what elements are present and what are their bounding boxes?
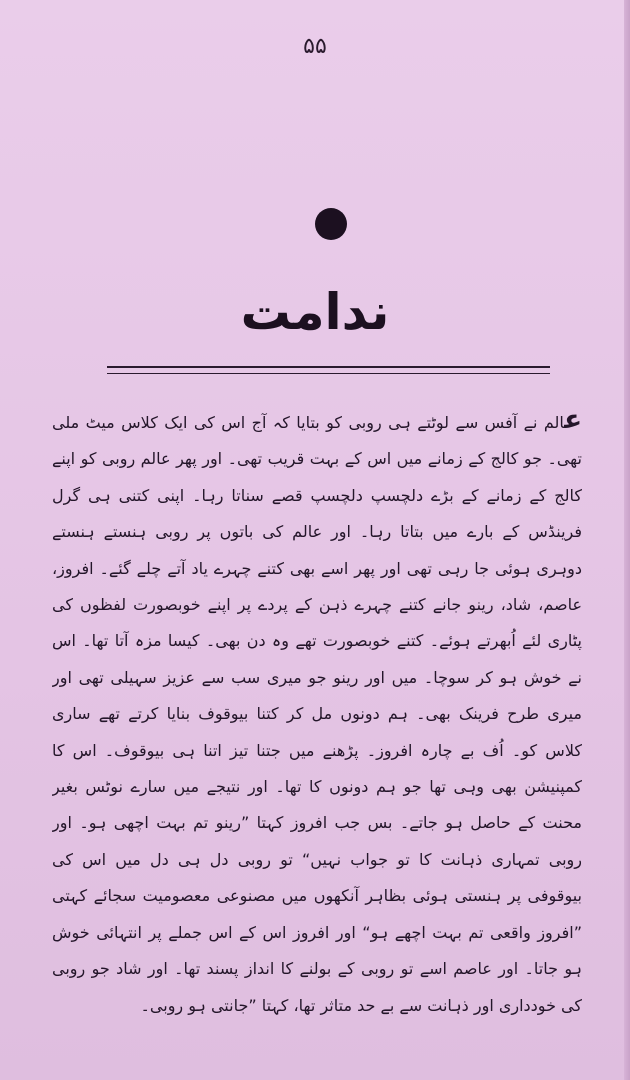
page-edge — [624, 0, 630, 1080]
chapter-bullet-icon — [315, 208, 347, 240]
page-number: ۵۵ — [303, 34, 327, 59]
body-paragraph — [52, 402, 582, 1018]
chapter-title: ندامت — [240, 283, 390, 341]
drop-letter: ع — [564, 405, 582, 435]
title-divider-bottom — [107, 373, 550, 374]
title-divider-top — [107, 366, 550, 368]
body-text: الم نے آفس سے لوٹتے ہی روبی کو بتایا کہ آج اس کی ایک کلاس میٹ ملی تھی۔ جو کالج کے زمانے میں اس کے بہت قریب تھی۔ اور پھر عالم روبی کو اپنے کالج کے زمانے کے بڑے دلچسپ دلچسپ قصے سناتا رہا۔ اپنی کتنی ہی گرل فرینڈس کے بارے میں بتاتا رہا۔ اور عالم کی باتوں پر روبی ہنستے ہنستے دوہری ہوئی جا رہی تھی اور پھر اسے بھی کتنے چہرے یاد آتے چلے گئے۔ افروز، عاصم، شاد، رینو جانے کتنے چہرے ذہن کے پردے پر اپنے خوبصورت لفظوں کی پٹاری لئے اُبھرتے ہوئے۔ کتنے خوبصورت تھے وہ دن بھی۔ کیسا مزہ آتا تھا۔ اس نے خوش ہو کر سوچا۔ میں اور رینو جو میری سب سے عزیز سہیلی تھی اور میری طرح فرینک بھی۔ ہم دونوں مل کر کتنا بیوقوف بنایا کرتے تھے ساری کلاس کو۔ اُف بے چارہ افروز۔ پڑھنے میں جتنا تیز اتنا ہی بیوقوف۔ اس کا کمپنیشن بھی وہی تھا جو ہم دونوں کا تھا۔ اور نتیجے میں سارے نوٹس بغیر محنت کے حاصل ہو جاتے۔ بس جب افروز کہتا ”رینو تم بہت اچھی ہو۔ اور روبی تمہاری ذہانت کا تو جواب نہیں“ تو روبی دل ہی دل میں اس کی بیوقوفی پر ہنستی ہوئی بظاہر آنکھوں میں مصنوعی معصومیت سجائے کہتی ”افروز واقعی تم بہت اچھے ہو“ اور افروز اس کے اس جملے پر انتہائی خوش ہو جاتا۔ اور عاصم اسے تو روبی کے بولنے کا انداز پسند تھا۔ اور شاد جو روبی کی خودداری اور ذہانت سے بے حد متاثر تھا، کہتا ”جانتی ہو روبی۔ — [52, 413, 582, 1015]
